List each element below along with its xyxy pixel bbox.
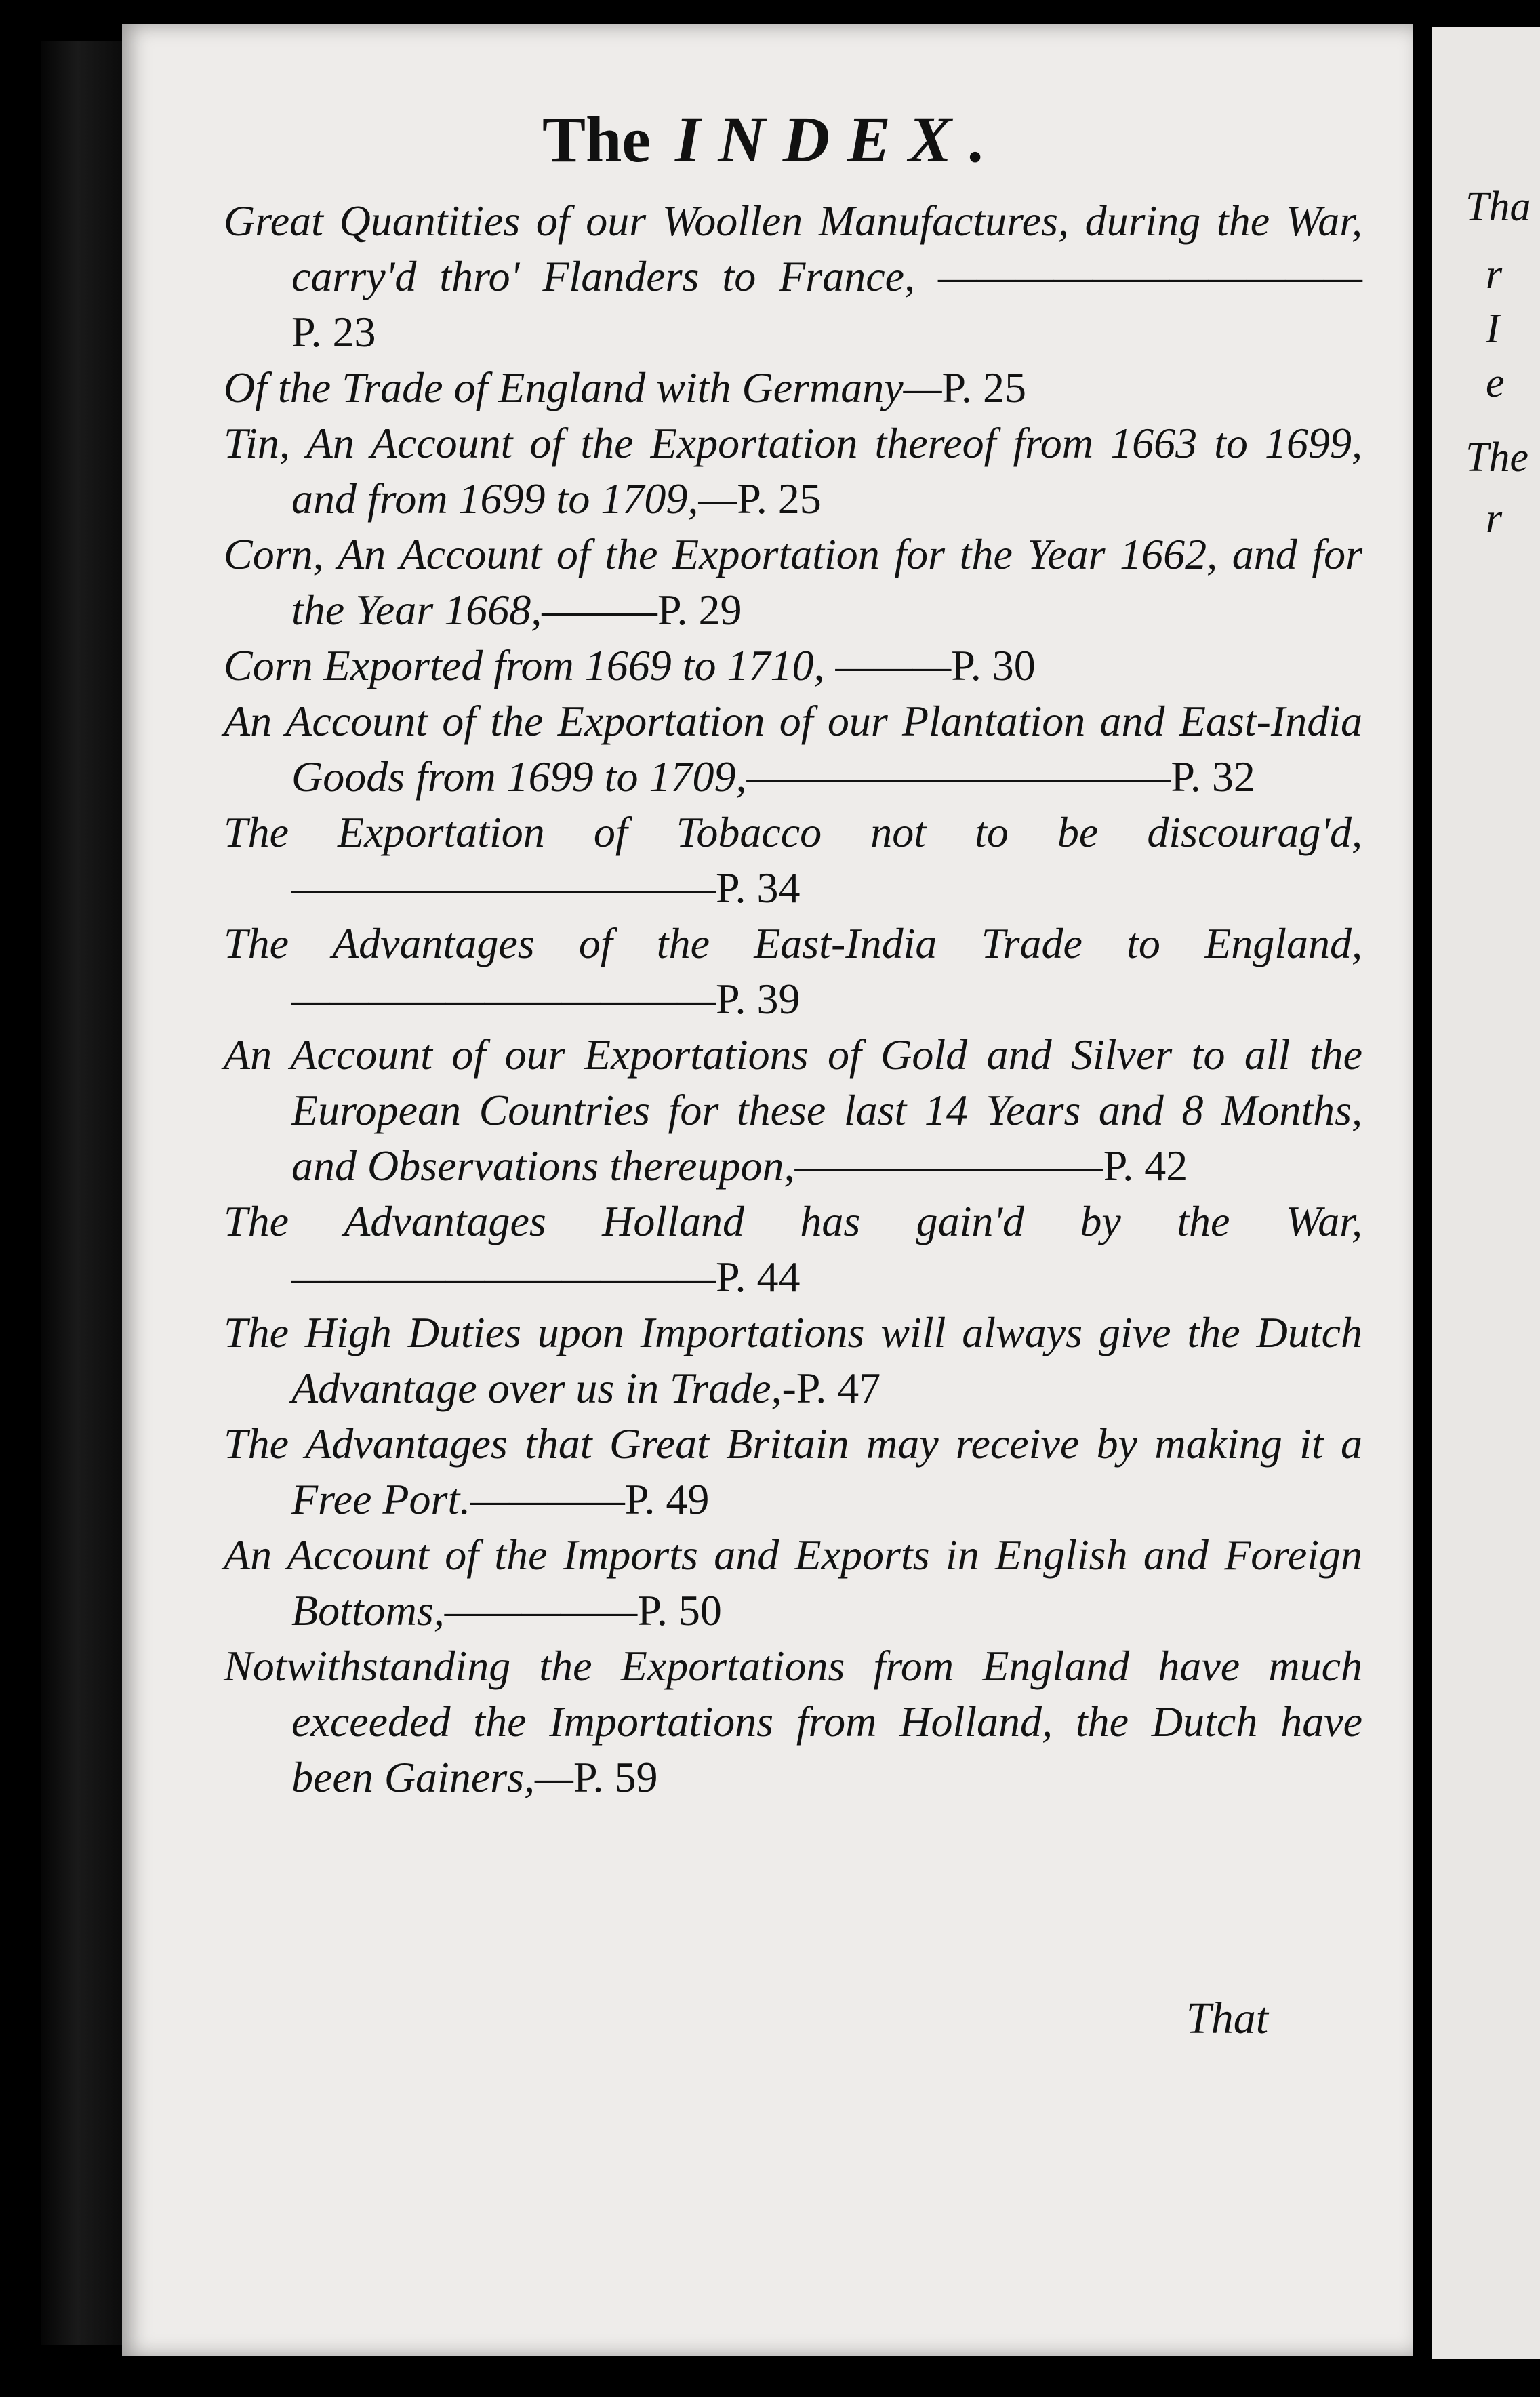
entry-text: An Account of the Exportation of our Plantation and East-India Goods from 1699 to 1709,——————————— <box>224 697 1362 801</box>
title-index: INDEX. <box>675 103 1004 176</box>
entry-text: The Advantages of the East-India Trade to England,——————————— <box>224 919 1362 1023</box>
index-entry <box>224 916 1362 1027</box>
index-list <box>224 193 1362 1805</box>
entry-text: An Account of the Imports and Exports in English and Foreign Bottoms,————— <box>224 1531 1362 1634</box>
entry-page-ref: P. 59 <box>573 1753 658 1801</box>
entry-text: An Account of our Exportations of Gold and Silver to all the European Countries for these last 14 Years and 8 Months, and Observations thereupon,———————— <box>224 1030 1362 1190</box>
entry-page-ref: P. 29 <box>657 586 742 634</box>
entry-text: Corn, An Account of the Exportation for the Year 1662, and for the Year 1668,——— <box>224 530 1362 634</box>
entry-page-ref: P. 25 <box>941 363 1027 411</box>
facing-fragment: r <box>1486 251 1503 298</box>
index-entry <box>224 1416 1362 1527</box>
entry-text: The High Duties upon Importations will always give the Dutch Advantage over us in Trade,- <box>224 1308 1362 1412</box>
index-entry <box>224 1305 1362 1416</box>
entry-text: Corn Exported from 1669 to 1710, ——— <box>224 641 952 689</box>
entry-text: Tin, An Account of the Exportation thereof from 1663 to 1699, and from 1699 to 1709,— <box>224 419 1362 523</box>
facing-fragment: e <box>1486 360 1505 406</box>
catchword: That <box>1186 1994 1269 2043</box>
title-the: The <box>542 103 651 176</box>
entry-text: The Advantages Holland has gain'd by the War,——————————— <box>224 1197 1362 1301</box>
entry-page-ref: P. 47 <box>796 1364 881 1412</box>
facing-page <box>1432 27 1540 2359</box>
entry-page-ref: P. 39 <box>715 975 801 1023</box>
entry-page-ref: P. 34 <box>715 864 801 912</box>
facing-fragment: Tha <box>1465 184 1531 230</box>
entry-page-ref: P. 50 <box>637 1586 722 1634</box>
facing-fragment: The <box>1465 435 1528 481</box>
page-title <box>542 102 1098 177</box>
index-entry <box>224 360 1362 416</box>
entry-page-ref: P. 44 <box>715 1253 801 1301</box>
entry-page-ref: P. 30 <box>951 641 1036 689</box>
entry-page-ref: P. 25 <box>737 475 822 523</box>
entry-text: Great Quantities of our Woollen Manufactures, during the War, carry'd thro' Flanders to France, ——————————— <box>224 197 1362 300</box>
index-entry <box>224 1027 1362 1194</box>
facing-fragment: r <box>1486 496 1503 542</box>
entry-page-ref: P. 23 <box>291 308 376 356</box>
index-entry <box>224 1194 1362 1305</box>
entry-page-ref: P. 32 <box>1171 752 1255 801</box>
index-entry <box>224 1527 1362 1638</box>
entry-text: Of the Trade of England with Germany— <box>224 363 942 411</box>
entry-page-ref: P. 42 <box>1103 1142 1188 1190</box>
index-entry <box>224 693 1362 805</box>
index-entry <box>224 527 1362 638</box>
index-entry <box>224 638 1362 693</box>
entry-text: Notwithstanding the Exportations from England have much exceeded the Importations from Holland, the Dutch have been Gainers,— <box>224 1642 1362 1801</box>
facing-fragment: I <box>1486 306 1500 352</box>
index-entry <box>224 193 1362 360</box>
entry-text: The Advantages that Great Britain may receive by making it a Free Port.———— <box>224 1419 1362 1523</box>
index-entry <box>224 805 1362 916</box>
entry-page-ref: P. 49 <box>624 1475 710 1523</box>
entry-text: The Exportation of Tobacco not to be discourag'd, ——————————— <box>224 808 1362 912</box>
index-entry <box>224 416 1362 527</box>
index-entry <box>224 1638 1362 1805</box>
book-gutter <box>41 41 122 2345</box>
